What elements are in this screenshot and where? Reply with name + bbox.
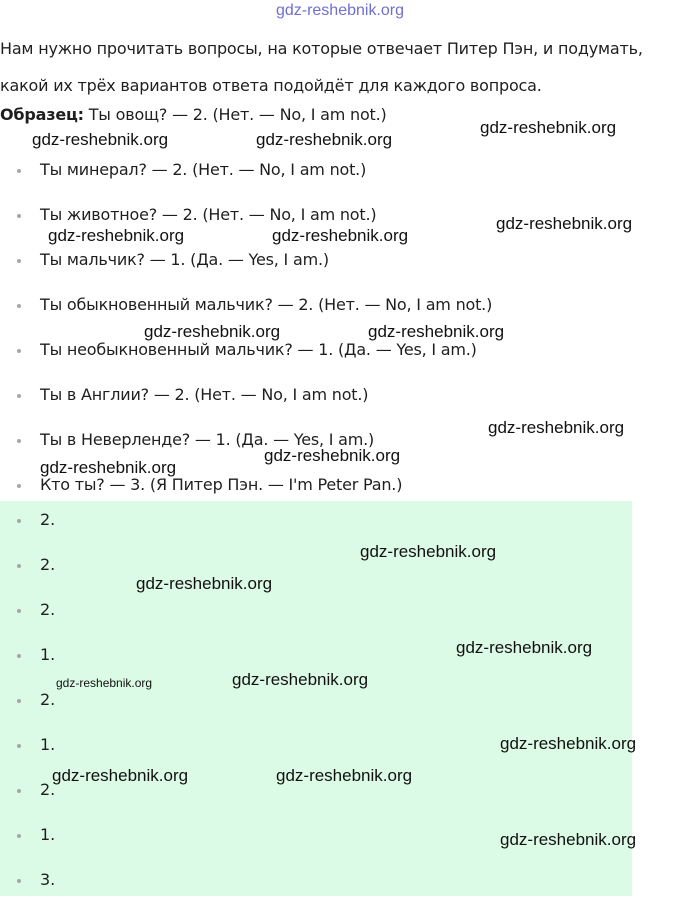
answer-item: 2. — [0, 597, 55, 642]
sample-text: Ты овощ? — 2. (Нет. — No, I am not.) — [83, 105, 387, 124]
watermark: gdz-reshebnik.org — [32, 130, 169, 149]
answer-item: 2. — [0, 552, 55, 597]
question-item: Ты обыкновенный мальчик? — 2. (Нет. — No, I am not.) — [0, 292, 492, 337]
sample-label: Образец: — [0, 105, 84, 124]
watermark: gdz-reshebnik.org — [256, 130, 393, 149]
answer-item: 1. — [0, 642, 55, 687]
answer-item: 2. — [0, 507, 55, 552]
answer-item: 3. — [0, 867, 55, 912]
watermark: gdz-reshebnik.org — [264, 446, 401, 465]
intro-text — [0, 30, 675, 104]
intro-line: какой их трёх вариантов ответа подойдёт для каждого вопроса. — [0, 76, 542, 95]
sample-line — [0, 104, 387, 126]
watermark: gdz-reshebnik.org — [136, 574, 273, 593]
question-item: Ты в Неверленде? — 1. (Да. — Yes, I am.) — [0, 427, 492, 472]
watermark: gdz-reshebnik.org — [52, 766, 189, 785]
watermark: gdz-reshebnik.org — [480, 118, 617, 137]
watermark: gdz-reshebnik.org — [232, 670, 369, 689]
watermark: gdz-reshebnik.org — [500, 734, 637, 753]
watermark: gdz-reshebnik.org — [368, 322, 505, 341]
watermark: gdz-reshebnik.org — [496, 214, 633, 233]
watermark: gdz-reshebnik.org — [456, 638, 593, 657]
watermark: gdz-reshebnik.org — [272, 226, 409, 245]
watermark: gdz-reshebnik.org — [360, 542, 497, 561]
watermark: gdz-reshebnik.org — [488, 418, 625, 437]
question-item: Ты животное? — 2. (Нет. — No, I am not.) — [0, 202, 492, 247]
watermark: gdz-reshebnik.org — [276, 766, 413, 785]
watermark: gdz-reshebnik.org — [56, 676, 153, 690]
watermark: gdz-reshebnik.org — [500, 830, 637, 849]
watermark: gdz-reshebnik.org — [40, 458, 177, 477]
watermark: gdz-reshebnik.org — [144, 322, 281, 341]
intro-line: Нам нужно прочитать вопросы, на которые отвечает Питер Пэн, и подумать, — [0, 39, 643, 58]
answer-item: 1. — [0, 732, 55, 777]
question-item: Ты необыкновенный мальчик? — 1. (Да. — Yes, I am.) — [0, 337, 492, 382]
answer-item: 2. — [0, 777, 55, 822]
question-item: Ты в Англии? — 2. (Нет. — No, I am not.) — [0, 382, 492, 427]
answer-list — [0, 507, 55, 912]
question-item: Кто ты? — 3. (Я Питер Пэн. — I'm Peter Pan.) — [0, 472, 492, 517]
watermark: gdz-reshebnik.org — [48, 226, 185, 245]
answer-item: 2. — [0, 687, 55, 732]
question-item: Ты мальчик? — 1. (Да. — Yes, I am.) — [0, 247, 492, 292]
question-item: Ты минерал? — 2. (Нет. — No, I am not.) — [0, 157, 492, 202]
header-watermark: gdz-reshebnik.org — [275, 2, 405, 19]
answer-item: 1. — [0, 822, 55, 867]
